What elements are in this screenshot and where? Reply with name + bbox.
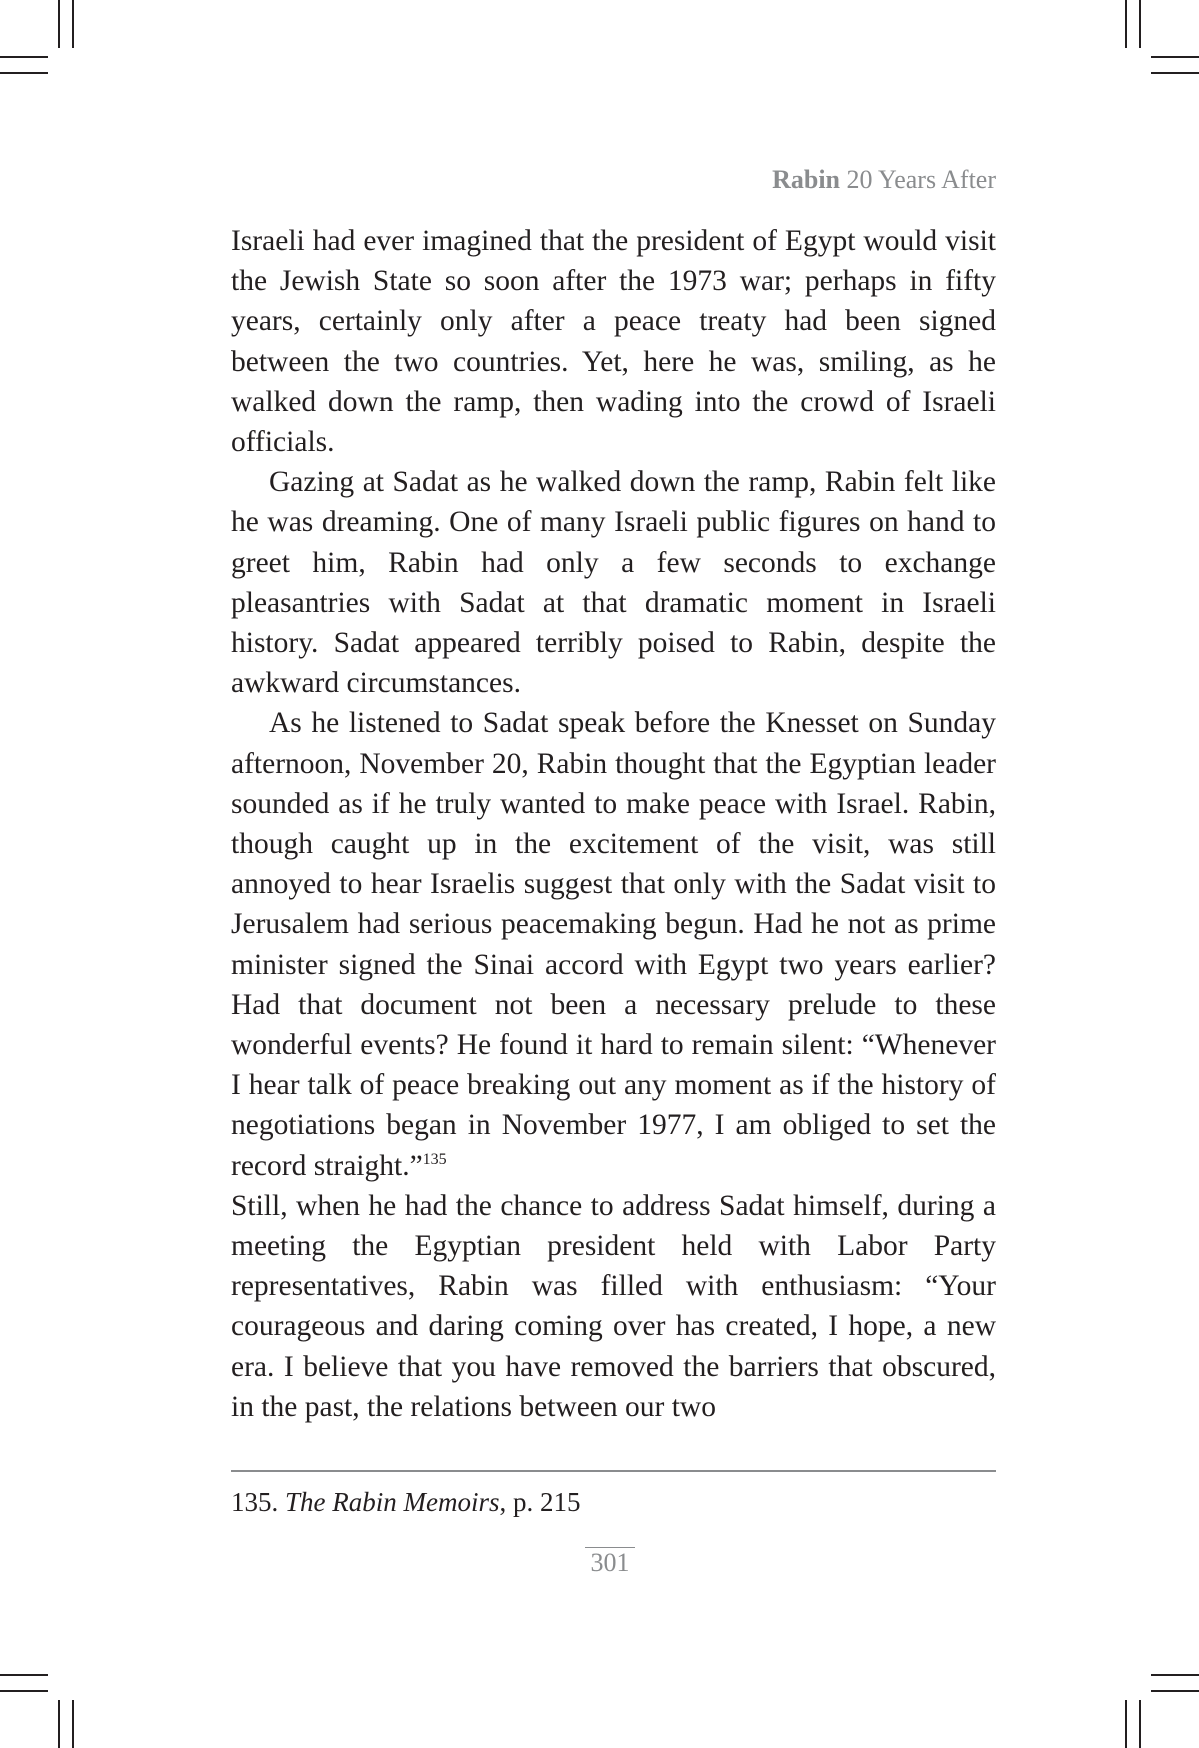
paragraph: Israeli had ever imagined that the president of Egypt would visit the Jewish State so soon after the 1973 war; perhaps in fifty years, certainly only after a peace treaty had been signed between the two countries. Yet, here he was, smiling, as he walked down the ramp, then wading into the crowd of Israeli officials. — [231, 225, 996, 459]
footnote-number: 135. — [231, 1487, 285, 1517]
paragraph — [231, 703, 996, 1185]
crop-mark — [0, 56, 48, 58]
footnote-title: The Rabin Memoirs — [285, 1487, 500, 1517]
crop-mark — [1125, 1700, 1127, 1748]
crop-mark — [58, 0, 60, 48]
running-head — [772, 165, 996, 195]
crop-mark — [1151, 1674, 1199, 1676]
paragraph: Gazing at Sadat as he walked down the ramp, Rabin felt like he was dreaming. One of many Israeli public figures on hand to greet him, Rabin had only a few seconds to exchange pleasantries with Sadat at that dramatic moment in Israeli history. Sadat appeared terribly poised to Rabin, despite the awkward circumstances. — [231, 466, 996, 700]
running-head-bold: Rabin — [772, 165, 840, 194]
footnote-reference: 135 — [422, 1150, 447, 1168]
crop-mark — [72, 0, 74, 48]
footnote — [231, 1487, 580, 1518]
crop-mark — [1139, 1700, 1141, 1748]
footnote-rest: , p. 215 — [499, 1487, 581, 1517]
crop-mark — [0, 72, 48, 74]
body-text — [231, 221, 996, 1427]
crop-mark — [1125, 0, 1127, 48]
crop-mark — [1151, 1690, 1199, 1692]
crop-mark — [0, 1690, 48, 1692]
crop-mark — [1151, 56, 1199, 58]
crop-mark — [0, 1674, 48, 1676]
footnote-divider — [231, 1470, 996, 1472]
crop-mark — [72, 1700, 74, 1748]
crop-mark — [1151, 72, 1199, 74]
running-head-rest: 20 Years After — [840, 165, 996, 194]
crop-mark — [1139, 0, 1141, 48]
crop-mark — [58, 1700, 60, 1748]
paragraph-text: As he listened to Sadat speak before the Knesset on Sunday afternoon, November 20, Rabin thought that the Egyptian leader sounded as if he truly wanted to make peace with Israel. Rabin, though caught up in the excitement of the visit, was still annoyed to hear Israelis suggest that only with the Sadat visit to Jerusalem had serious peacemaking begun. Had he not as prime minister signed the Sinai accord with Egypt two years earlier? Had that document not been a necessary prelude to these wonderful events? He found it hard to remain silent: “Whenever I hear talk of peace breaking out any moment as if the history of negotiations began in November 1977, I am obliged to set the record straight.” — [231, 707, 996, 1182]
page-number: 301 — [585, 1547, 635, 1578]
paragraph: Still, when he had the chance to address Sadat himself, during a meeting the Egyptian president held with Labor Party representatives, Rabin was filled with enthusiasm: “Your courageous and daring coming over has created, I hope, a new era. I believe that you have removed the barriers that obscured, in the past, the relations between our two — [231, 1189, 996, 1423]
